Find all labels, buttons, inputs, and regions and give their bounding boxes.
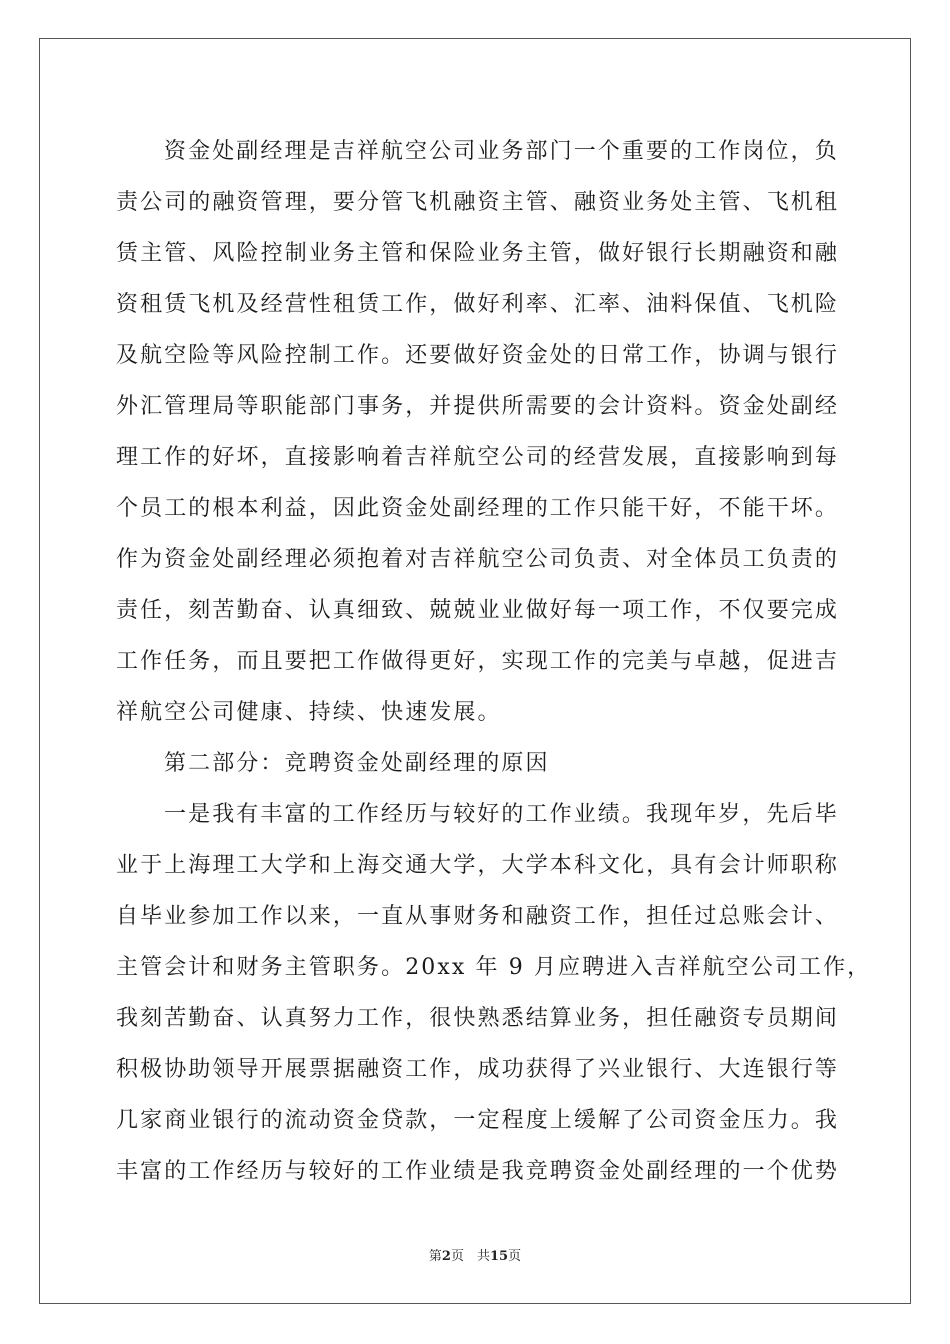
current-page-number: 2 — [441, 1249, 451, 1264]
paragraph-line: 理工作的好坏，直接影响着吉祥航空公司的经营发展，直接影响到每 — [116, 445, 840, 470]
page-number-footer — [0, 1245, 950, 1264]
paragraph-line: 业于上海理工大学和上海交通大学，大学本科文化，具有会计师职称 — [116, 853, 840, 878]
paragraph-line: 责公司的融资管理，要分管飞机融资主管、融资业务处主管、飞机租 — [116, 190, 840, 215]
paragraph-line: 赁主管、风险控制业务主管和保险业务主管，做好银行长期融资和融 — [116, 241, 840, 266]
paragraph-line: 几家商业银行的流动资金贷款，一定程度上缓解了公司资金压力。我 — [116, 1108, 840, 1133]
page-prefix: 第 — [428, 1249, 442, 1264]
paragraph-line: 工作任务，而且要把工作做得更好，实现工作的完美与卓越，促进吉 — [116, 649, 840, 674]
paragraph-line: 资租赁飞机及经营性租赁工作，做好利率、汇率、油料保值、飞机险 — [116, 292, 840, 317]
document-body — [116, 126, 872, 1197]
paragraph-line: 祥航空公司健康、持续、快速发展。 — [116, 700, 502, 725]
paragraph-line: 资金处副经理是吉祥航空公司业务部门一个重要的工作岗位，负 — [164, 139, 839, 164]
paragraph-line: 丰富的工作经历与较好的工作业绩是我竞聘资金处副经理的一个优势 — [116, 1159, 840, 1184]
paragraph-line: 外汇管理局等职能部门事务，并提供所需要的会计资料。资金处副经 — [116, 394, 840, 419]
paragraph-line: 一是我有丰富的工作经历与较好的工作业绩。我现年岁，先后毕 — [164, 802, 839, 827]
page-suffix: 页 — [508, 1249, 522, 1264]
paragraph-line: 积极协助领导开展票据融资工作，成功获得了兴业银行、大连银行等 — [116, 1057, 840, 1082]
paragraph-line: 主管会计和财务主管职务。20xx 年 9 月应聘进入吉祥航空公司工作， — [116, 955, 872, 980]
paragraph-line: 及航空险等风险控制工作。还要做好资金处的日常工作，协调与银行 — [116, 343, 840, 368]
paragraph-line: 我刻苦勤奋、认真努力工作，很快熟悉结算业务，担任融资专员期间 — [116, 1006, 840, 1031]
page-mid: 页 共 — [450, 1249, 490, 1264]
section-heading: 第二部分：竞聘资金处副经理的原因 — [164, 751, 550, 776]
paragraph-line: 作为资金处副经理必须抱着对吉祥航空公司负责、对全体员工负责的 — [116, 547, 840, 572]
paragraph-line: 自毕业参加工作以来，一直从事财务和融资工作，担任过总账会计、 — [116, 904, 840, 929]
paragraph-line: 责任，刻苦勤奋、认真细致、兢兢业业做好每一项工作，不仅要完成 — [116, 598, 840, 623]
total-page-number: 15 — [489, 1249, 509, 1264]
paragraph-line: 个员工的根本利益，因此资金处副经理的工作只能干好，不能干坏。 — [116, 496, 840, 521]
